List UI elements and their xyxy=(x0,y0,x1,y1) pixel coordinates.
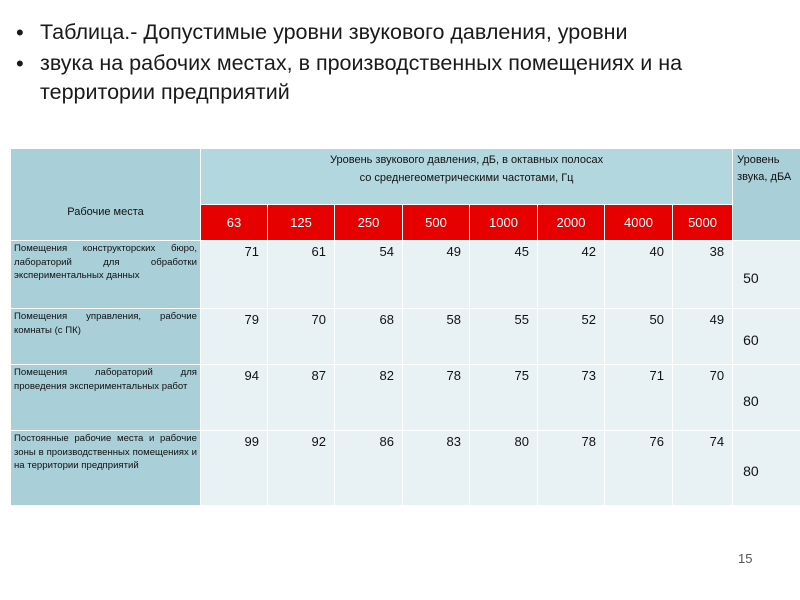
bullet-item: • звука на рабочих местах, в производственных помещениях и на территории предприятий xyxy=(14,49,794,107)
sound-level-cell: 80 xyxy=(733,431,800,506)
frequency-header-4000: 4000 xyxy=(605,205,673,241)
value-cell: 83 xyxy=(403,431,470,506)
value-cell: 75 xyxy=(470,365,538,431)
table-row xyxy=(11,365,800,431)
sound-level-cell: 80 xyxy=(733,365,800,431)
sound-pressure-header xyxy=(201,149,733,205)
frequency-header-2000: 2000 xyxy=(538,205,605,241)
value-cell: 82 xyxy=(335,365,403,431)
value-cell: 86 xyxy=(335,431,403,506)
value-cell: 99 xyxy=(201,431,268,506)
frequency-header-125: 125 xyxy=(268,205,335,241)
value-cell: 58 xyxy=(403,309,470,365)
page-number: 15 xyxy=(738,551,753,566)
value-cell: 80 xyxy=(470,431,538,506)
workplace-cell: Помещения управления, рабочие комнаты (с ПК) xyxy=(11,309,201,365)
slide-title-bullets xyxy=(14,18,794,107)
value-cell: 42 xyxy=(538,241,605,309)
value-cell: 76 xyxy=(605,431,673,506)
value-cell: 71 xyxy=(605,365,673,431)
sound-level-header: Уровень звука, дБА xyxy=(733,149,800,241)
value-cell: 73 xyxy=(538,365,605,431)
value-cell: 45 xyxy=(470,241,538,309)
workplace-cell: Постоянные рабочие места и рабочие зоны в производственных помещениях и на территории предприятий xyxy=(11,431,201,506)
value-cell: 55 xyxy=(470,309,538,365)
value-cell: 94 xyxy=(201,365,268,431)
value-cell: 71 xyxy=(201,241,268,309)
frequency-header-500: 500 xyxy=(403,205,470,241)
workplace-column-header: Рабочие места xyxy=(11,149,201,241)
value-cell: 92 xyxy=(268,431,335,506)
sound-level-cell: 60 xyxy=(733,309,800,365)
value-cell: 49 xyxy=(403,241,470,309)
value-cell: 40 xyxy=(605,241,673,309)
bullet-item: • Таблица.- Допустимые уровни звукового давления, уровни xyxy=(14,18,794,47)
table-row xyxy=(11,241,800,309)
value-cell: 50 xyxy=(605,309,673,365)
value-cell: 70 xyxy=(268,309,335,365)
table-row xyxy=(11,309,800,365)
value-cell: 68 xyxy=(335,309,403,365)
value-cell: 54 xyxy=(335,241,403,309)
noise-levels-table xyxy=(10,148,800,506)
value-cell: 74 xyxy=(673,431,733,506)
value-cell: 70 xyxy=(673,365,733,431)
workplace-cell: Помещения конструкторских бюро, лабораторий для обработки экспериментальных данных xyxy=(11,241,201,309)
frequency-header-250: 250 xyxy=(335,205,403,241)
frequency-header-63: 63 xyxy=(201,205,268,241)
value-cell: 38 xyxy=(673,241,733,309)
value-cell: 78 xyxy=(538,431,605,506)
value-cell: 87 xyxy=(268,365,335,431)
frequency-header-1000: 1000 xyxy=(470,205,538,241)
value-cell: 78 xyxy=(403,365,470,431)
value-cell: 49 xyxy=(673,309,733,365)
value-cell: 52 xyxy=(538,309,605,365)
table-row xyxy=(11,431,800,506)
sound-pressure-header-line1: Уровень звукового давления, дБ, в октавных полосах xyxy=(330,154,604,166)
sound-level-cell: 50 xyxy=(733,241,800,309)
sound-pressure-header-line2: со среднегеометрическими частотами, Гц xyxy=(359,172,574,184)
value-cell: 61 xyxy=(268,241,335,309)
workplace-cell: Помещения лабораторий для проведения экспериментальных работ xyxy=(11,365,201,431)
frequency-header-5000: 5000 xyxy=(673,205,733,241)
value-cell: 79 xyxy=(201,309,268,365)
